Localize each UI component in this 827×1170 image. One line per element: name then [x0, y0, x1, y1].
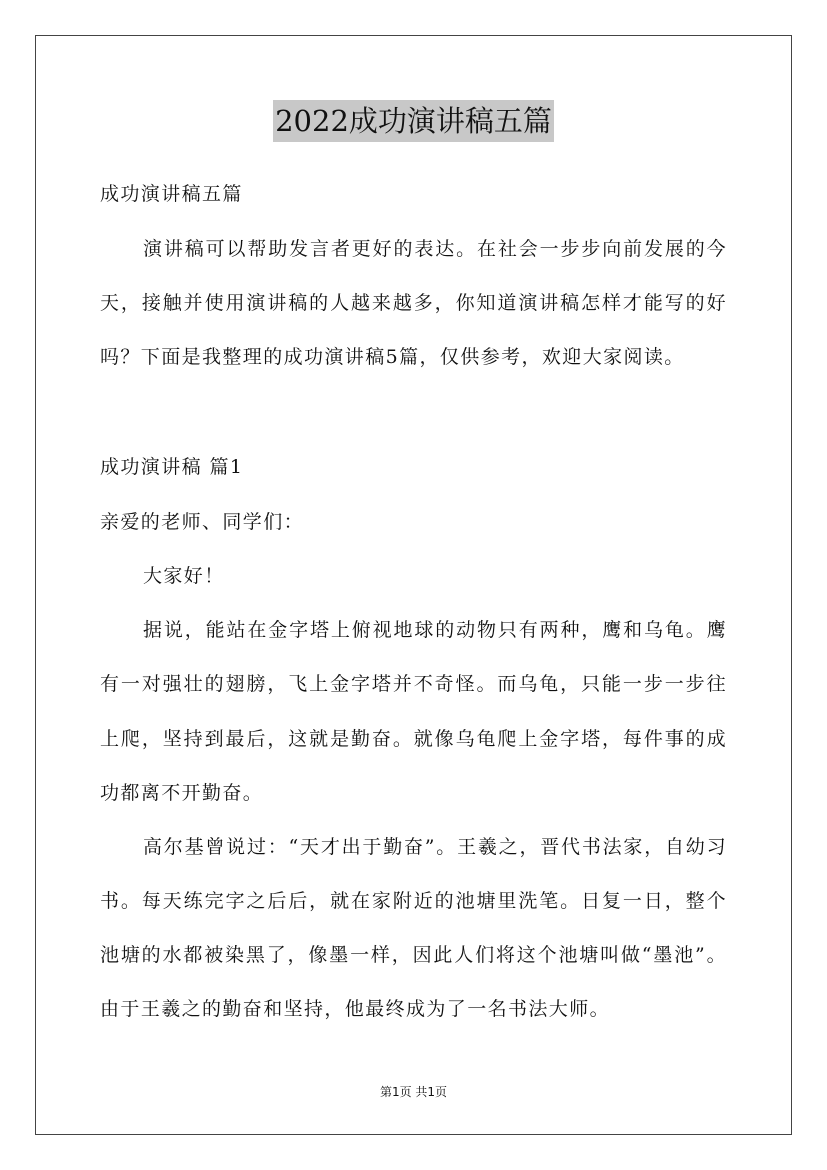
- paragraph2-line-1: 高尔基曾说过：“天才出于勤奋”。王羲之，晋代书法家，自幼习: [143, 836, 727, 858]
- paragraph1-line-1: 据说，能站在金字塔上俯视地球的动物只有两种，鹰和乌龟。鹰: [143, 619, 727, 641]
- paragraph1-line-2: 有一对强壮的翅膀，飞上金字塔并不奇怪。而乌龟，只能一步一步往: [100, 673, 727, 695]
- salutation: 亲爱的老师、同学们：: [100, 511, 305, 533]
- paragraph1-line-4: 功都离不开勤奋。: [100, 782, 264, 804]
- intro-line-3: 吗？下面是我整理的成功演讲稿5篇，仅供参考，欢迎大家阅读。: [100, 346, 685, 368]
- intro-line-2: 天，接触并使用演讲稿的人越来越多，你知道演讲稿怎样才能写的好: [100, 292, 727, 314]
- greeting: 大家好！: [143, 565, 225, 587]
- document-subtitle: 成功演讲稿五篇: [100, 183, 243, 205]
- section-heading: 成功演讲稿 篇1: [100, 456, 244, 478]
- paragraph1-line-3: 上爬，坚持到最后，这就是勤奋。就像乌龟爬上金字塔，每件事的成: [100, 728, 727, 750]
- paragraph2-line-2: 书。每天练完字之后后，就在家附近的池塘里洗笔。日复一日，整个: [100, 890, 727, 912]
- intro-line-1: 演讲稿可以帮助发言者更好的表达。在社会一步步向前发展的今: [143, 238, 727, 260]
- paragraph2-line-4: 由于王羲之的勤奋和坚持，他最终成为了一名书法大师。: [100, 998, 611, 1020]
- document-title: 2022成功演讲稿五篇: [273, 100, 554, 142]
- page-footer: 第1页 共1页: [379, 1085, 448, 1099]
- paragraph2-line-3: 池塘的水都被染黑了，像墨一样，因此人们将这个池塘叫做“墨池”。: [100, 944, 727, 966]
- title-container: [0, 100, 827, 142]
